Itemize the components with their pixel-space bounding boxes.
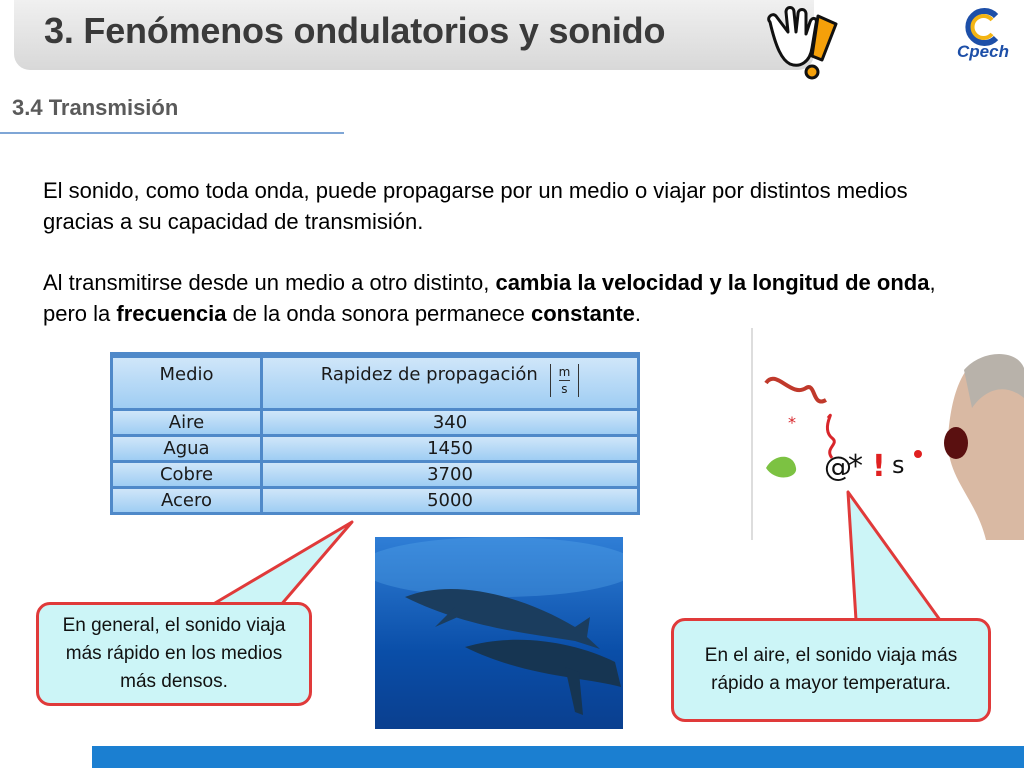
transmission-paragraph xyxy=(43,267,983,329)
p2-text-a: Al transmitirse desde un medio a otro distinto, xyxy=(43,270,496,295)
p2-bold-constant: constante xyxy=(531,301,635,326)
svg-text:!: ! xyxy=(872,449,886,484)
unit-numerator: m xyxy=(558,365,571,379)
whale-photo xyxy=(375,537,623,729)
cell-medio: Aire xyxy=(113,411,263,434)
svg-text:*: * xyxy=(848,449,863,484)
cell-rapidez: 3700 xyxy=(263,463,637,486)
table-row xyxy=(113,437,637,460)
p2-bold-velocity: cambia la velocidad y la longitud de onda xyxy=(495,270,930,295)
cell-rapidez: 340 xyxy=(263,411,637,434)
cpech-logo xyxy=(952,6,1014,62)
logo-mark-icon xyxy=(952,6,1014,46)
callout-temperature-text: En el aire, el sonido viaja más rápido a mayor temperatura. xyxy=(704,645,958,694)
p2-bold-frequency: frecuencia xyxy=(116,301,227,326)
logo-text: Cpech xyxy=(957,42,1009,61)
callout-density xyxy=(36,602,312,706)
svg-text:*: * xyxy=(788,413,796,432)
cell-medio: Agua xyxy=(113,437,263,460)
speed-table xyxy=(110,352,640,515)
header-rapidez xyxy=(263,358,637,408)
p2-text-e: de la onda sonora permanece xyxy=(226,301,531,326)
callout-density-text: En general, el sonido viaja más rápido en los medios más densos. xyxy=(62,615,286,692)
pointing-hand-warning-icon xyxy=(760,2,840,84)
table-row xyxy=(113,411,637,434)
speed-table-grid xyxy=(113,355,637,515)
subtitle-divider xyxy=(0,132,344,134)
table-row xyxy=(113,489,637,512)
unit-denominator: s xyxy=(561,382,568,396)
footer-bar xyxy=(92,746,1024,768)
callout-left-pointer xyxy=(190,518,360,608)
cell-rapidez: 5000 xyxy=(263,489,637,512)
whale-illustration xyxy=(375,537,623,729)
p2-text-c: , pero la xyxy=(43,270,936,326)
header-rapidez-label: Rapidez de propagación xyxy=(320,364,538,385)
table-row xyxy=(113,463,637,486)
callout-temperature xyxy=(671,618,991,722)
unit-fraction xyxy=(550,364,580,397)
cell-medio: Acero xyxy=(113,489,263,512)
p2-text-g: . xyxy=(634,301,642,326)
cell-medio: Cobre xyxy=(113,463,263,486)
section-subtitle: 3.4 Transmisión xyxy=(12,95,179,120)
svg-text:s: s xyxy=(892,451,905,479)
callout-right-pointer xyxy=(840,490,950,622)
table-header-row xyxy=(113,358,637,408)
intro-paragraph: El sonido, como toda onda, puede propagarse por un medio o viajar por distintos medios gracias a su capacidad de transmisión. xyxy=(43,178,908,234)
page-title: 3. Fenómenos ondulatorios y sonido xyxy=(44,10,666,51)
cell-rapidez: 1450 xyxy=(263,437,637,460)
svg-text:@: @ xyxy=(824,450,852,483)
header-medio: Medio xyxy=(113,358,263,408)
